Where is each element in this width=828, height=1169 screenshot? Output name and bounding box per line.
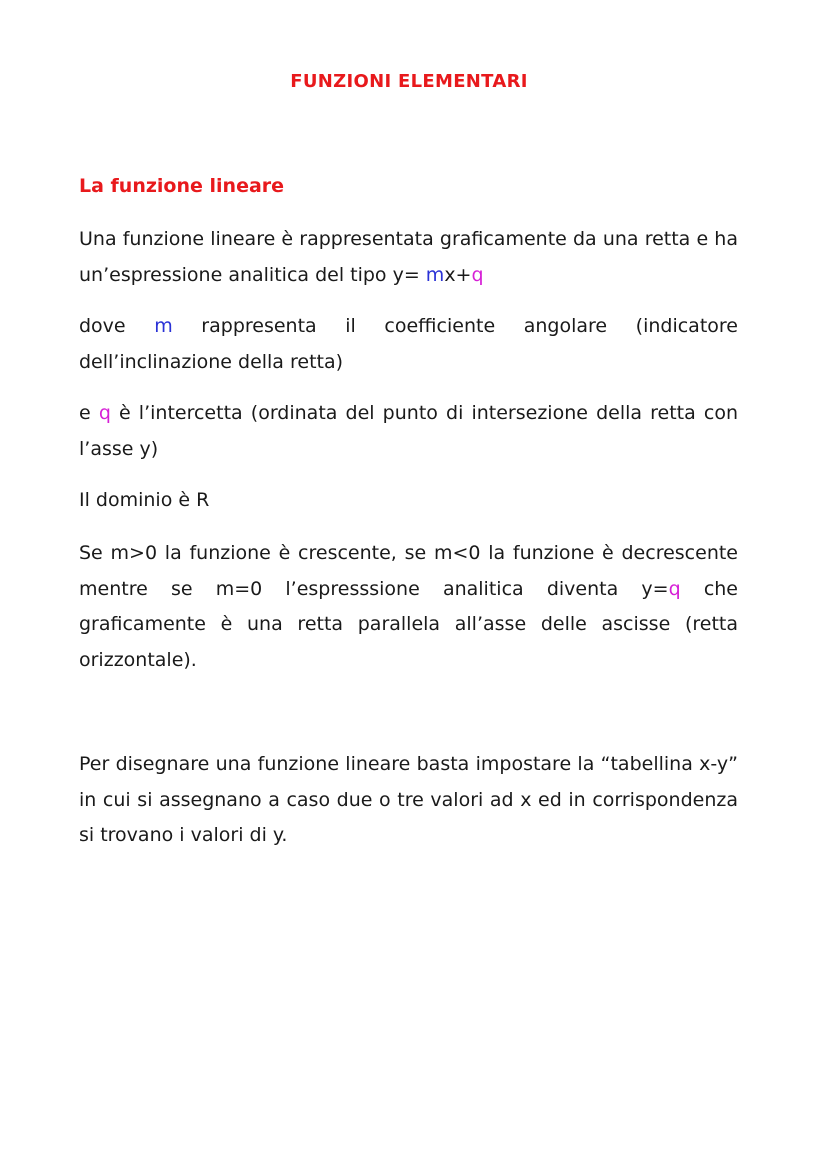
symbol-q: q <box>668 577 681 600</box>
paragraph-monotonicity-before: Se m>0 la funzione è crescente, se m<0 la funzione è decrescente mentre se m=0 l’espresssione analitica diventa y= <box>79 542 738 600</box>
paragraph-intercept <box>79 396 738 467</box>
paragraph-domain: Il dominio è R <box>79 489 210 511</box>
formula-middle: x+ <box>444 263 472 286</box>
symbol-m: m <box>425 263 445 286</box>
paragraph-definition <box>79 222 738 293</box>
paragraph-monotonicity <box>79 536 738 678</box>
page-title: FUNZIONI ELEMENTARI <box>290 71 528 92</box>
paragraph-intercept-after: è l’intercetta (ordinata del punto di intersezione della retta con l’asse y) <box>79 402 738 460</box>
paragraph-slope <box>79 309 738 380</box>
paragraph-slope-before: dove <box>79 315 155 337</box>
paragraph-definition-text: Una funzione lineare è rappresentata graficamente da una retta e ha un’espressione analitica del tipo y= <box>79 228 738 286</box>
paragraph-slope-after: rappresenta il coefficiente angolare (indicatore dell’inclinazione della retta) <box>79 315 738 373</box>
symbol-m: m <box>154 315 173 337</box>
symbol-q: q <box>98 402 111 424</box>
paragraph-intercept-before: e <box>79 402 99 424</box>
section-heading: La funzione lineare <box>79 175 285 197</box>
paragraph-table-method: Per disegnare una funzione lineare basta impostare la “tabellina x-y” in cui si assegnano a caso due o tre valori ad x ed in corrispondenza si trovano i valori di y. <box>79 753 738 846</box>
paragraph-monotonicity-after: che graficamente è una retta parallela all’asse delle ascisse (retta orizzontale). <box>79 577 738 671</box>
symbol-q: q <box>471 263 484 286</box>
